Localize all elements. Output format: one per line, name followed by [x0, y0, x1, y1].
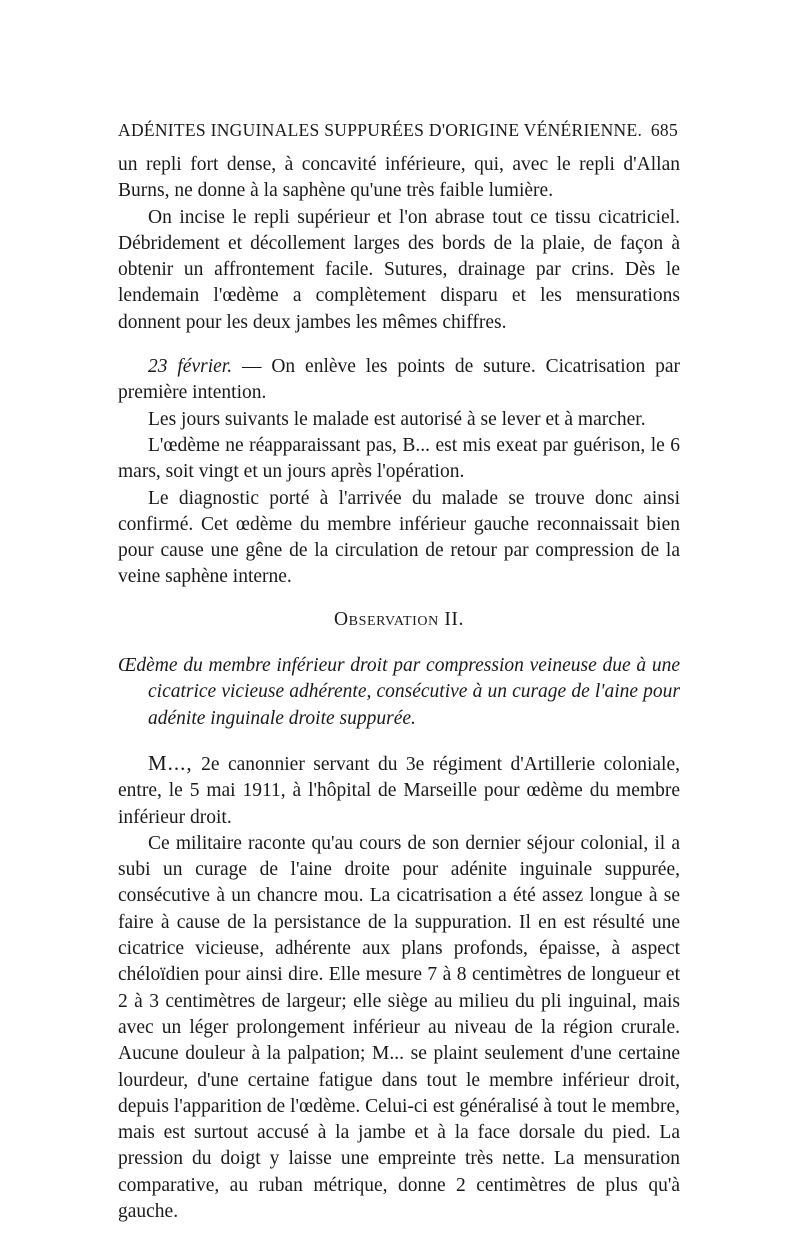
paragraph-february-23 — [118, 354, 680, 407]
patient-admission-text: 2e canonnier servant du 3e régiment d'Artillerie coloniale, entre, le 5 mai 1911, à l'hôpital de Marseille pour œdème du membre inférieur droit. — [118, 753, 680, 828]
running-title: ADÉNITES INGUINALES SUPPURÉES D'ORIGINE VÉNÉRIENNE. — [118, 120, 643, 140]
patient-name: M..., — [148, 750, 193, 775]
observation-title: Œdème du membre inférieur droit par compression veineuse due à une cicatrice vicieuse adhérente, consécutive à un curage de l'aine pour adénite inguinale droite suppurée. — [118, 655, 680, 729]
paragraph-diagnosis: Le diagnostic porté à l'arrivée du malade se trouve donc ainsi confirmé. Cet œdème du membre inférieur gauche reconnaissait bien pour cause une gêne de la circulation de retour par compression de la veine saphène interne. — [118, 487, 680, 588]
paragraph-following-days: Les jours suivants le malade est autorisé à se lever et à marcher. — [148, 408, 646, 430]
paragraph-incision: On incise le repli supérieur et l'on abrase tout ce tissu cicatriciel. Débridement et décollement larges des bords de la plaie, de façon à obtenir un affrontement facile. Sutures, drainage par crins. Dès le lendemain l'œdème a complètement disparu et les mensurations donnent pour les deux jambes les mêmes chiffres. — [118, 206, 680, 333]
paragraph-history: Ce militaire raconte qu'au cours de son dernier séjour colonial, il a subi un curage de l'aine droite pour adénite inguinale suppurée, consécutive à un chancre mou. La cicatrisation a été assez longue à se faire à cause de la persistance de la suppuration. Il en est résulté une cicatrice vicieuse, adhérente aux plans profonds, épaisse, à aspect chéloïdien pour ainsi dire. Elle mesure 7 à 8 centimètres de longueur et 2 à 3 centimètres de largeur; elle siège au milieu du pli inguinal, mais avec un léger prolongement inférieur au niveau de la région crurale. Aucune douleur à la palpation; M... se plaint seulement d'une certaine lourdeur, d'une certaine fatigue dans tout le membre inférieur droit, depuis l'apparition de l'œdème. Celui-ci est généralisé à tout le membre, mais est surtout accusé à la jambe et à la face dorsale du pied. La pression du doigt y laisse une empreinte très nette. La mensuration comparative, au ruban métrique, donne 2 centimètres de plus qu'à gauche. — [118, 832, 680, 1222]
date-entry-text: — On enlève les points de suture. Cicatrisation par première intention. — [118, 356, 680, 404]
observation-heading: Observation II. — [333, 608, 464, 630]
running-header — [118, 120, 678, 141]
paragraph-discharge: L'œdème ne réapparaissant pas, B... est mis exeat par guérison, le 6 mars, soit vingt et un jours après l'opération. — [118, 434, 680, 483]
date-entry: 23 février. — [148, 356, 233, 378]
body-text — [118, 152, 680, 1225]
paragraph-patient-admission — [118, 750, 680, 831]
paragraph-continuation: un repli fort dense, à concavité inférieure, qui, avec le repli d'Allan Burns, ne donne à la saphène qu'une très faible lumière. — [118, 154, 680, 202]
page-number: 685 — [650, 120, 678, 140]
